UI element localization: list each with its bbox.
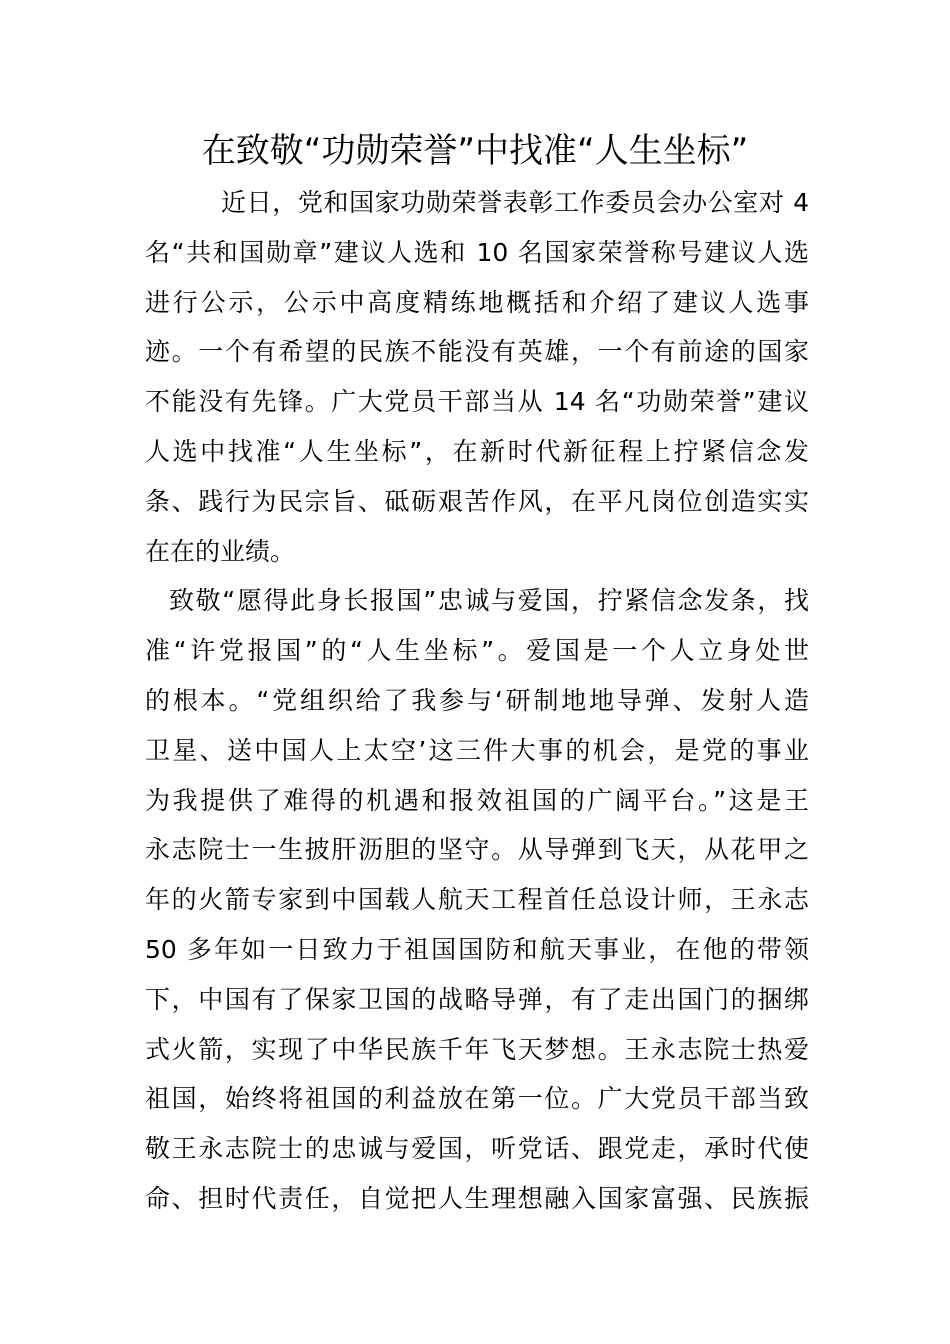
document-body: [145, 178, 809, 1224]
paragraph-line: 名“共和国勋章”建议人选和 10 名国家荣誉称号建议人选: [145, 237, 809, 267]
paragraph-line: 致敬“愿得此身长报国”忠诚与爱国，拧紧信念发条，找: [169, 586, 809, 616]
document-title: 在致敬“功勋荣誉”中找准“人生坐标”: [201, 131, 749, 171]
paragraph-line: 祖国，始终将祖国的利益放在第一位。广大党员干部当致: [145, 1084, 809, 1114]
paragraph-line: 近日，党和国家功勋荣誉表彰工作委员会办公室对 4: [221, 188, 809, 217]
paragraph-1: [145, 178, 809, 576]
paragraph-line: 命、担时代责任，自觉把人生理想融入国家富强、民族振: [145, 1183, 809, 1213]
paragraph-line: 卫星、送中国人上太空’这三件大事的机会，是党的事业: [145, 735, 809, 765]
paragraph-line: 人选中找准“人生坐标”，在新时代新征程上拧紧信念发: [145, 436, 809, 466]
paragraph-line: 敬王永志院士的忠诚与爱国，听党话、跟党走，承时代使: [145, 1134, 809, 1164]
paragraph-2: [145, 576, 809, 1223]
paragraph-line: 永志院士一生披肝沥胆的坚守。从导弹到飞天，从花甲之: [145, 835, 809, 865]
paragraph-line: 年的火箭专家到中国载人航天工程首任总设计师，王永志: [145, 885, 809, 915]
paragraph-line: 迹。一个有希望的民族不能没有英雄，一个有前途的国家: [145, 337, 809, 367]
paragraph-line: 条、践行为民宗旨、砥砺艰苦作风，在平凡岗位创造实实: [145, 486, 809, 516]
paragraph-line: 50 多年如一日致力于祖国国防和航天事业，在他的带领: [145, 934, 809, 964]
paragraph-line: 不能没有先锋。广大党员干部当从 14 名“功勋荣誉”建议: [145, 387, 809, 417]
paragraph-line: 在在的业绩。: [145, 536, 296, 566]
paragraph-line: 的根本。“党组织给了我参与‘研制地地导弹、发射人造: [145, 685, 809, 715]
paragraph-line: 式火箭，实现了中华民族千年飞天梦想。王永志院士热爱: [145, 1034, 809, 1064]
paragraph-line: 下，中国有了保家卫国的战略导弹，有了走出国门的捆绑: [145, 984, 809, 1014]
paragraph-line: 进行公示，公示中高度精练地概括和介绍了建议人选事: [145, 287, 809, 317]
paragraph-line: 为我提供了难得的机遇和报效祖国的广阔平台。”这是王: [145, 785, 809, 815]
paragraph-line: 准“许党报国”的“人生坐标”。爱国是一个人立身处世: [145, 636, 809, 666]
